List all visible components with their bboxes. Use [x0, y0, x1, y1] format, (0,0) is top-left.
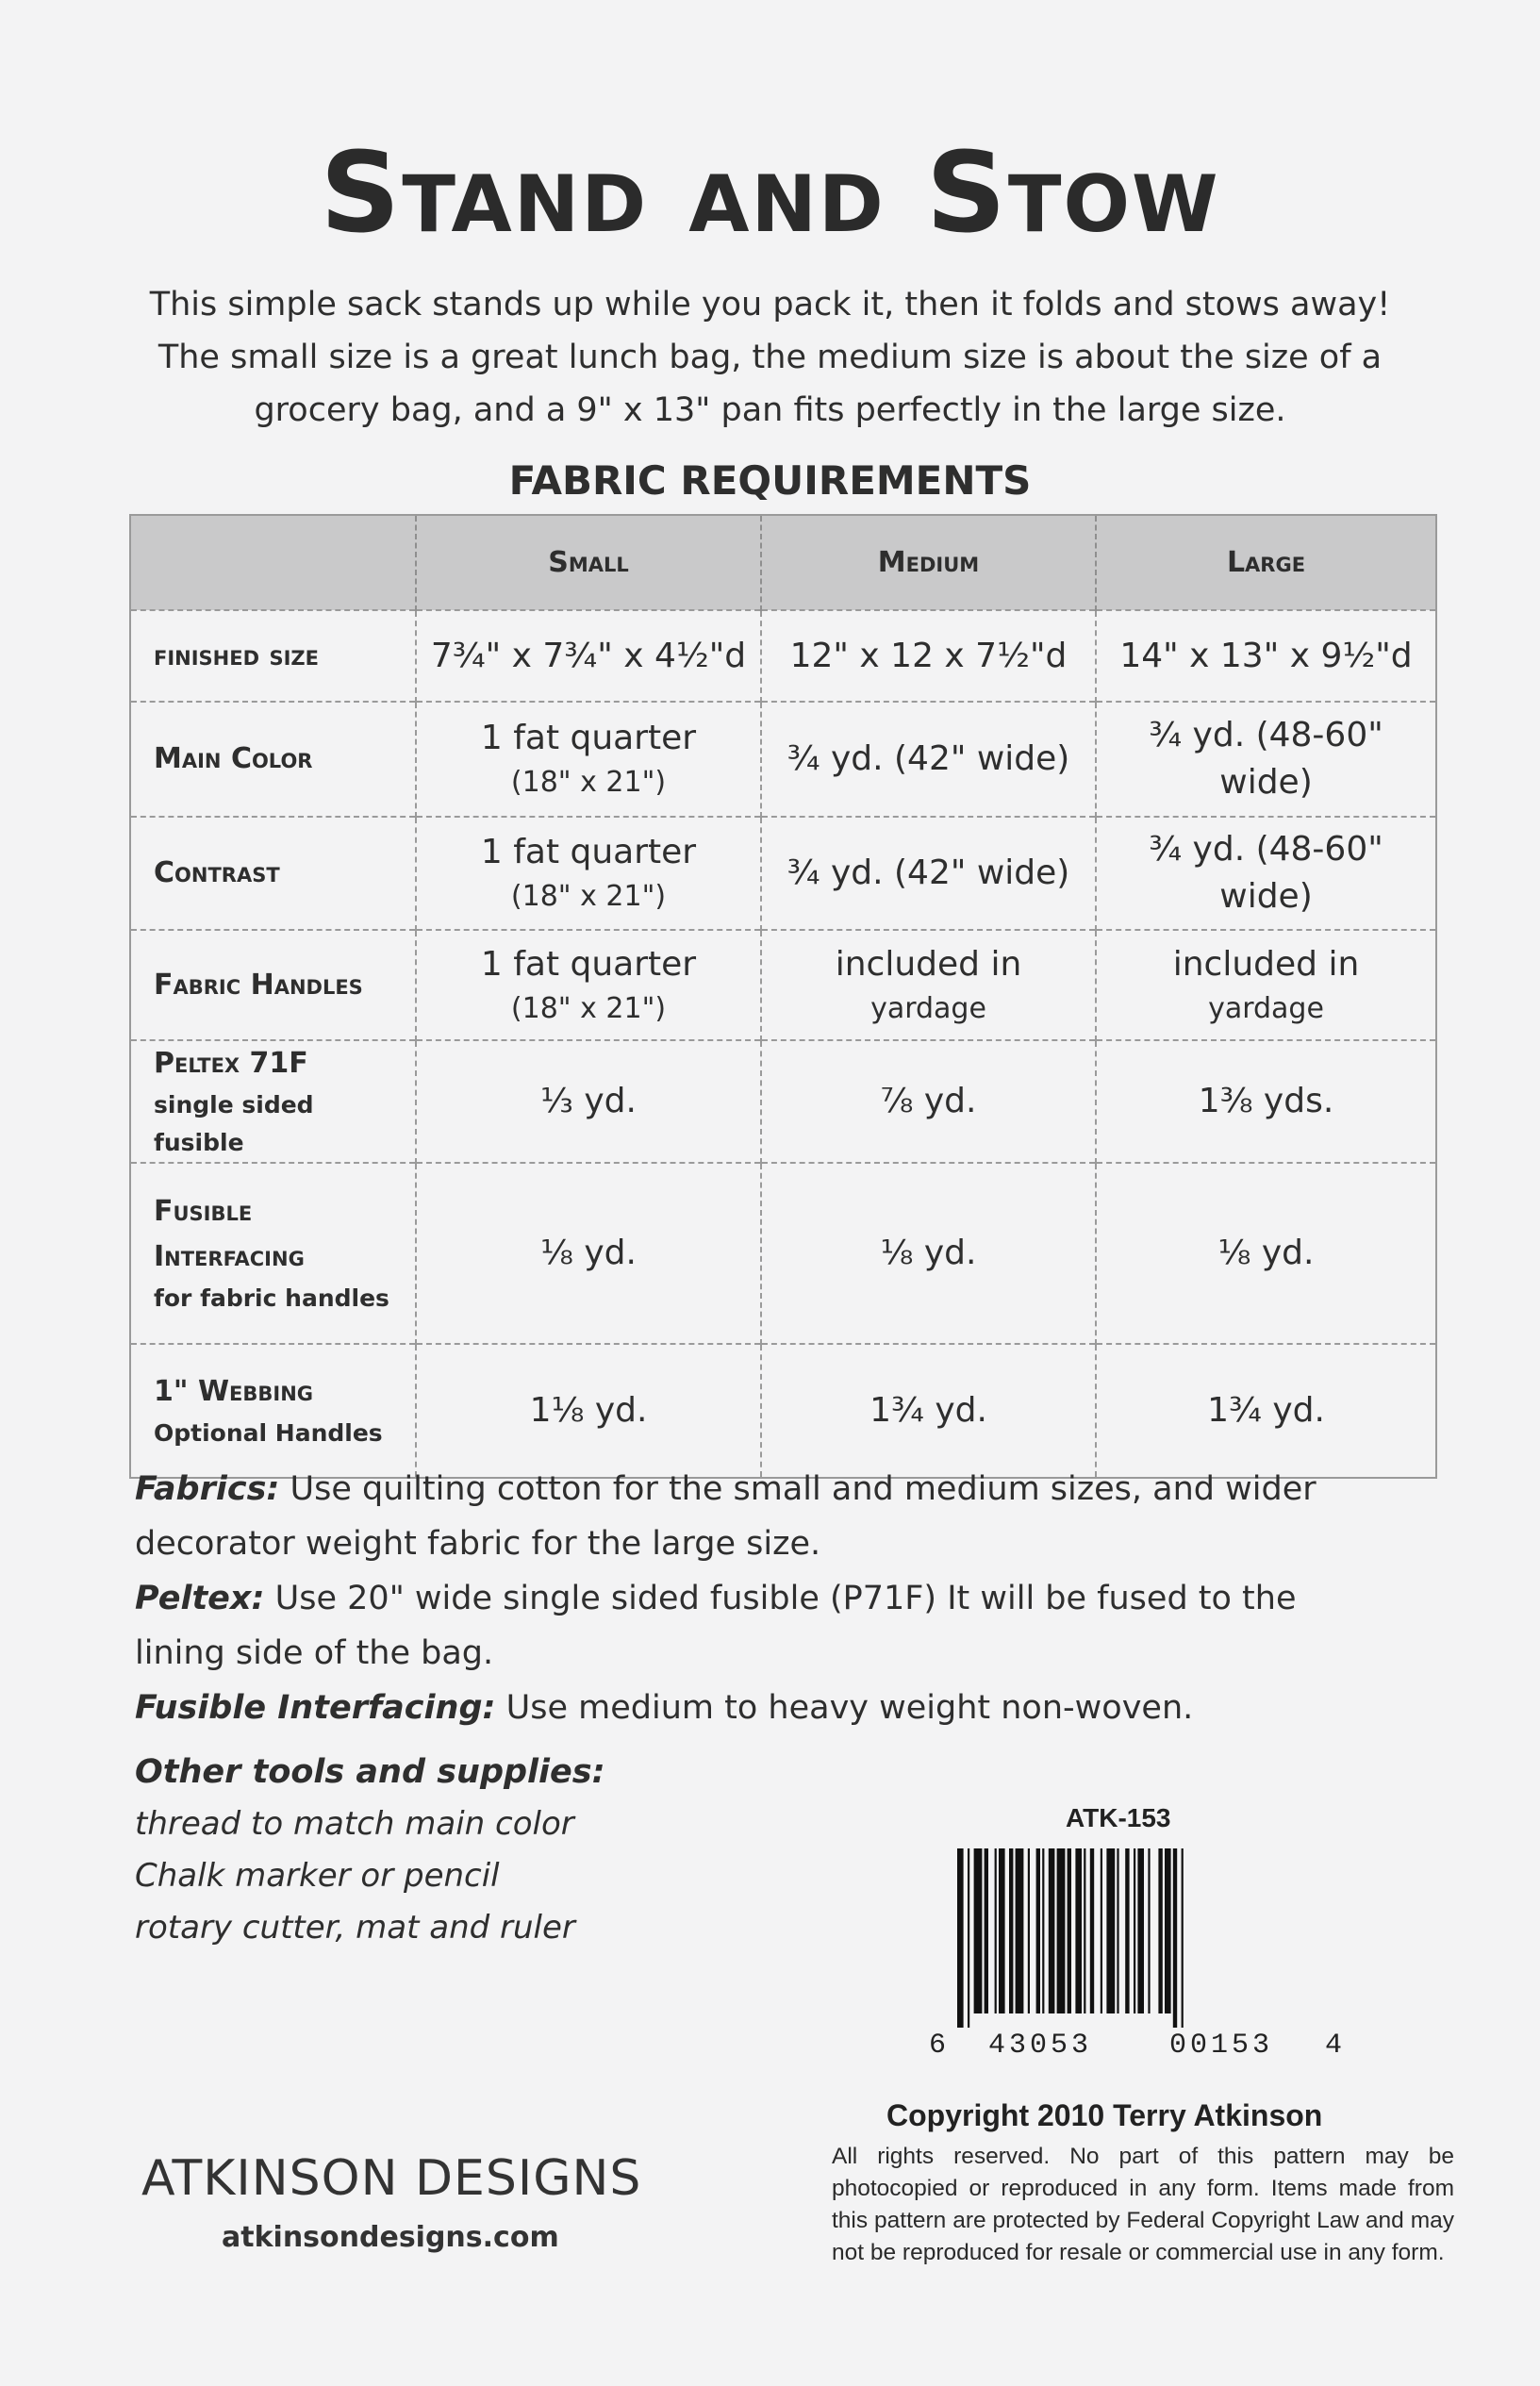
barcode-digit: 4 [1325, 2030, 1347, 2062]
note-interfacing [135, 1681, 1361, 1735]
table-cell [416, 1163, 761, 1344]
table-cell [1096, 930, 1436, 1040]
barcode-bar [1125, 1848, 1129, 2013]
fabric-requirements-table [129, 514, 1437, 1479]
barcode-bar [1148, 1848, 1150, 2013]
barcode-bar [985, 1848, 988, 2013]
barcode-bar [1173, 1848, 1177, 2028]
page-title: Stand and Stow [320, 127, 1220, 257]
note-label: Peltex: [135, 1580, 265, 1617]
table-cell [1096, 610, 1436, 702]
intro-line: The small size is a great lunch bag, the medium size is about the size of a [157, 339, 1383, 376]
cell-subvalue: yardage [1208, 991, 1324, 1025]
row-label-sub: Optional Handles [154, 1419, 383, 1447]
barcode-bar [1137, 1848, 1144, 2013]
cell-value: 14" x 13" x 9½"d [1119, 636, 1413, 675]
intro-line: grocery bag, and a 9" x 13" pan fits perfectly in the large size. [254, 391, 1286, 429]
row-label-text: finished size [154, 638, 319, 672]
table-cell [761, 1163, 1096, 1344]
note-text: Use 20" wide single sided fusible (P71F) It will be fused to the lining side of the bag. [135, 1580, 1297, 1672]
supplies-heading: Other tools and supplies: [135, 1753, 605, 1791]
barcode-bar [1042, 1848, 1044, 2013]
cell-subvalue: (18" x 21") [510, 766, 667, 799]
row-label-sub: for fabric handles [154, 1284, 389, 1312]
cell-value: 1¾ yd. [869, 1391, 987, 1430]
cell-value: ⅛ yd. [540, 1234, 637, 1272]
table-cell [416, 930, 761, 1040]
copyright-heading: Copyright 2010 Terry Atkinson [886, 2098, 1323, 2132]
cell-value: ¾ yd. (42" wide) [787, 853, 1070, 892]
note-label: Fusible Interfacing: [135, 1689, 496, 1727]
row-label [130, 1040, 416, 1163]
row-label [130, 817, 416, 930]
row-label-text: Peltex 71F [154, 1047, 308, 1080]
cell-value: ⅛ yd. [1217, 1234, 1315, 1272]
cell-value: 1⅜ yds. [1198, 1082, 1334, 1120]
cell-value: 7¾" x 7¾" x 4½"d [430, 636, 747, 675]
barcode-digit: 43053 [988, 2030, 1093, 2062]
note-peltex [135, 1571, 1361, 1681]
barcode-bar [1036, 1848, 1040, 2013]
barcode-bar [1101, 1848, 1102, 2013]
intro-line: This simple sack stands up while you pack it, then it folds and stows away! [149, 286, 1391, 323]
barcode-bar [1049, 1848, 1055, 2013]
row-label [130, 1344, 416, 1478]
table-header-row [130, 515, 1436, 610]
barcode-bar [1134, 1848, 1135, 2013]
intro-paragraph [132, 278, 1408, 437]
barcode-bar [1068, 1848, 1071, 2013]
cell-value: ¾ yd. (42" wide) [787, 739, 1070, 778]
row-label-text: Fabric Handles [154, 968, 363, 1002]
barcode-digit: 00153 [1169, 2030, 1274, 2062]
cell-value: ¾ yd. (48-60" wide) [1149, 830, 1383, 916]
cell-value: 1 fat quarter [480, 833, 697, 871]
row-label [130, 702, 416, 817]
table-cell [416, 817, 761, 930]
rights-statement: All rights reserved. No part of this pattern may be photocopied or reproduced in any form. Items made from this pattern are protected by Federal Copyright Law and may not be reproduced for resale or commercial use in any form. [832, 2144, 1454, 2265]
barcode-bar [1182, 1848, 1184, 2028]
cell-subvalue: (18" x 21") [510, 991, 667, 1025]
barcode-bar [1117, 1848, 1118, 2013]
barcode-bar [1028, 1848, 1030, 2013]
supply-item: Chalk marker or pencil [135, 1857, 500, 1895]
cell-value: ¾ yd. (48-60" wide) [1149, 716, 1383, 802]
barcode-bar [995, 1848, 997, 2013]
cell-subvalue: (18" x 21") [510, 880, 667, 913]
header-small: Small [416, 515, 761, 610]
barcode-bar [1057, 1848, 1066, 2013]
table-row [130, 702, 1436, 817]
table-cell [1096, 702, 1436, 817]
cell-value: 12" x 12 x 7½"d [789, 636, 1068, 675]
barcode-bar [1075, 1848, 1082, 2013]
row-label-text: Main Color [154, 742, 313, 775]
cell-value: 1 fat quarter [480, 944, 697, 984]
supplies-list [135, 1747, 795, 1954]
row-label-text: 1" Webbing [154, 1375, 314, 1408]
barcode-bar [1009, 1848, 1013, 2013]
cell-value: ⅓ yd. [540, 1082, 637, 1120]
barcode-digit: 6 [929, 2030, 951, 2062]
table-cell [1096, 1344, 1436, 1478]
table-cell [761, 610, 1096, 702]
table-row [130, 1344, 1436, 1478]
barcode-bar [1165, 1848, 1171, 2013]
row-label [130, 1163, 416, 1344]
note-text: Use quilting cotton for the small and medium sizes, and wider decorator weight fabric for the large size. [135, 1470, 1316, 1563]
table-cell [761, 1344, 1096, 1478]
fabric-notes [135, 1462, 1361, 1735]
cell-value: included in [835, 944, 1022, 984]
brand-logo: ATKINSON DESIGNS [141, 2150, 642, 2207]
cell-value: 1 fat quarter [480, 719, 697, 757]
row-label [130, 610, 416, 702]
barcode-icon [957, 1848, 1372, 2028]
barcode-bar [1016, 1848, 1024, 2013]
table-row [130, 1040, 1436, 1163]
supply-item: thread to match main color [135, 1805, 574, 1843]
table-cell [416, 702, 761, 817]
row-label-sub: single sided fusible [154, 1091, 314, 1156]
cell-value: ⅞ yd. [880, 1082, 977, 1120]
cell-value: ⅛ yd. [880, 1234, 977, 1272]
header-medium: Medium [761, 515, 1096, 610]
requirements-heading: FABRIC REQUIREMENTS [508, 457, 1032, 504]
barcode-bar [957, 1848, 964, 2028]
header-large: Large [1096, 515, 1436, 610]
barcode-bar [1106, 1848, 1115, 2013]
barcode-bar [974, 1848, 983, 2013]
table-cell [1096, 1040, 1436, 1163]
table-cell [1096, 817, 1436, 930]
table-cell [761, 817, 1096, 930]
table-row [130, 1163, 1436, 1344]
barcode-bar [968, 1848, 969, 2028]
table-row [130, 610, 1436, 702]
note-label: Fabrics: [135, 1470, 280, 1508]
barcode-bar [999, 1848, 1005, 2013]
table-cell [416, 610, 761, 702]
table-cell [1096, 1163, 1436, 1344]
header-empty [130, 515, 416, 610]
barcode-bar [1090, 1848, 1094, 2013]
supply-item: rotary cutter, mat and ruler [135, 1909, 575, 1947]
note-text: Use medium to heavy weight non-woven. [505, 1689, 1194, 1727]
table-cell [761, 702, 1096, 817]
row-label-text: Contrast [154, 856, 280, 889]
cell-subvalue: yardage [870, 991, 986, 1025]
cell-value: 1⅛ yd. [529, 1391, 648, 1430]
table-cell [761, 930, 1096, 1040]
barcode-bar [1084, 1848, 1085, 2013]
table-row [130, 817, 1436, 930]
cell-value: 1¾ yd. [1207, 1391, 1325, 1430]
table-cell [416, 1344, 761, 1478]
table-cell [416, 1040, 761, 1163]
cell-value: included in [1172, 944, 1360, 984]
row-label [130, 930, 416, 1040]
website-link: atkinsondesigns.com [222, 2221, 559, 2254]
product-code: ATK-153 [1066, 1803, 1171, 1832]
table-cell [761, 1040, 1096, 1163]
row-label-text: Fusible Interfacing [154, 1195, 305, 1273]
note-fabrics [135, 1462, 1361, 1571]
table-row [130, 930, 1436, 1040]
barcode-bar [1158, 1848, 1162, 2013]
